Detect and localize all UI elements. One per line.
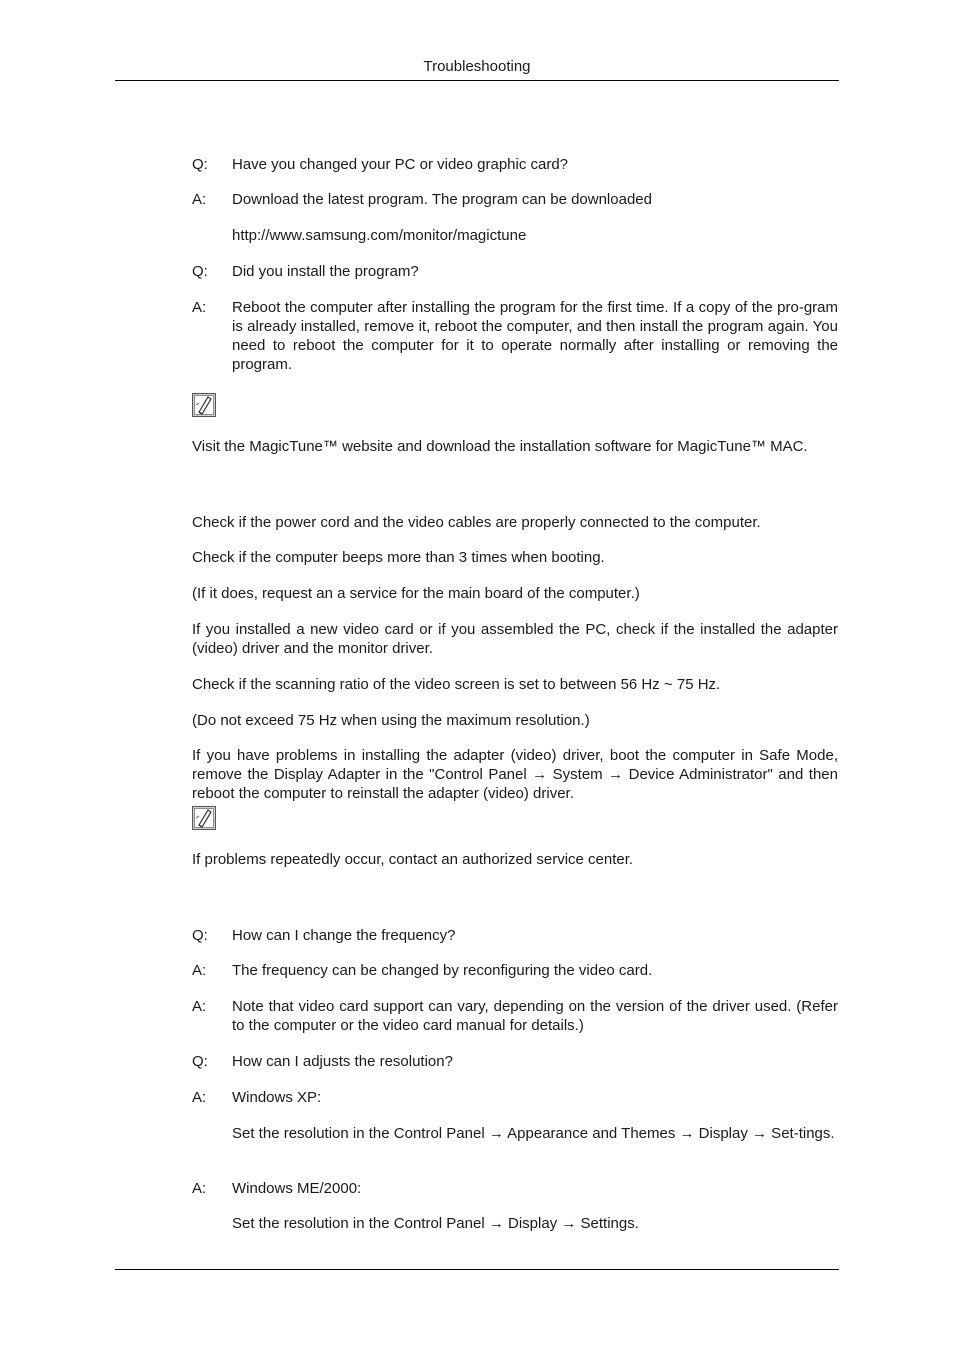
a-label: A: xyxy=(192,998,207,1015)
answer-reboot xyxy=(192,298,838,374)
note-pencil-icon xyxy=(192,806,216,830)
download-url: http://www.samsung.com/monitor/magictune xyxy=(232,227,527,244)
q-label: Q: xyxy=(192,263,208,280)
header-rule xyxy=(115,80,839,81)
safe-mode-instructions: If you have problems in installing the adapter (video) driver, boot the computer in Safe Mode, remove the Display Adapter in the "Control Panel → System → Device Administrator" and then reboot the computer to reinstall the adapter (video) driver. xyxy=(192,747,838,802)
q-text: Have you changed your PC or video graphic card? xyxy=(232,156,569,173)
check-power-cord: Check if the power cord and the video cables are properly connected to the computer. xyxy=(192,514,761,531)
q-label: Q: xyxy=(192,1053,208,1070)
question-installed xyxy=(192,262,838,281)
q-text: How can I change the frequency? xyxy=(232,927,456,944)
service-main-board: (If it does, request an a service for the main board of the computer.) xyxy=(192,585,640,602)
a-label: A: xyxy=(192,191,207,208)
q-label: Q: xyxy=(192,927,208,944)
max-resolution-note: (Do not exceed 75 Hz when using the maximum resolution.) xyxy=(192,712,590,729)
note-service-center: If problems repeatedly occur, contact an authorized service center. xyxy=(192,851,634,868)
a-label: A: xyxy=(192,962,207,979)
note-magictune-mac: Visit the MagicTune™ website and download the installation software for MagicTune™ MAC. xyxy=(192,438,808,455)
question-frequency xyxy=(192,926,838,945)
a-label: A: xyxy=(192,1180,207,1197)
footer-rule xyxy=(115,1269,839,1270)
answer-frequency xyxy=(192,961,838,980)
check-scanning-ratio: Check if the scanning ratio of the video screen is set to between 56 Hz ~ 75 Hz. xyxy=(192,676,721,693)
answer-windows-me xyxy=(192,1179,838,1198)
a-text: Reboot the computer after installing the program for the first time. If a copy of the pro-gram is already installed, remove it, reboot the computer, and then install the program again. You need to reboot the computer for it to operate normally after installing or removing the program. xyxy=(232,299,838,373)
windows-xp-steps: Set the resolution in the Control Panel → Appearance and Themes → Display → Set-tings. xyxy=(232,1125,835,1142)
windows-me-steps: Set the resolution in the Control Panel → Display → Settings. xyxy=(232,1215,639,1232)
answer-download xyxy=(192,190,838,209)
a-text: Download the latest program. The program can be downloaded xyxy=(232,191,652,208)
a-label: A: xyxy=(192,1089,207,1106)
question-changed-card xyxy=(192,155,838,174)
a-text: Note that video card support can vary, depending on the version of the driver used. (Refer to the computer or the video card manual for details.) xyxy=(232,998,838,1034)
answer-card-support xyxy=(192,997,838,1035)
answer-windows-xp xyxy=(192,1088,838,1107)
check-drivers: If you installed a new video card or if you assembled the PC, check if the installed the adapter (video) driver and the monitor driver. xyxy=(192,621,838,657)
check-beeps: Check if the computer beeps more than 3 times when booting. xyxy=(192,549,605,566)
q-text: Did you install the program? xyxy=(232,263,419,280)
a-text: The frequency can be changed by reconfiguring the video card. xyxy=(232,962,653,979)
a-label: A: xyxy=(192,299,207,316)
a-text: Windows ME/2000: xyxy=(232,1180,362,1197)
page-header-title: Troubleshooting xyxy=(423,58,531,75)
note-pencil-icon xyxy=(192,393,216,417)
q-text: How can I adjusts the resolution? xyxy=(232,1053,453,1070)
a-text: Windows XP: xyxy=(232,1089,322,1106)
q-label: Q: xyxy=(192,156,208,173)
question-resolution xyxy=(192,1052,838,1071)
